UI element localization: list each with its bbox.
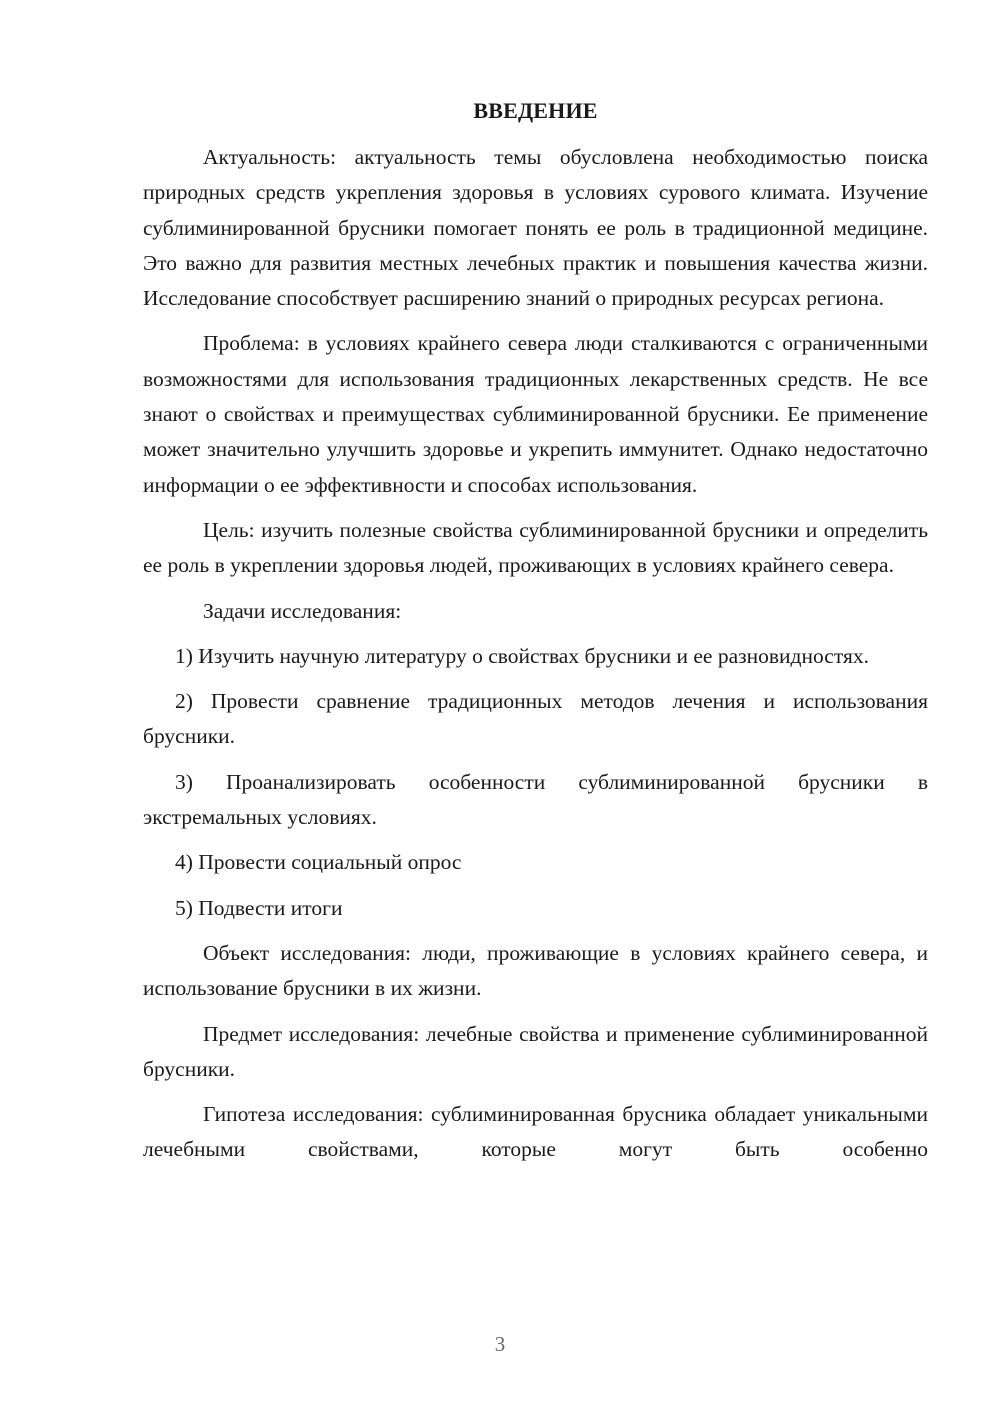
page-number: 3	[494, 1332, 506, 1356]
hypothesis-paragraph: Гипотеза исследования: сублиминированная брусника обладает уникальными лечебными свойствами, которые могут быть особенно	[143, 1102, 928, 1162]
subject-paragraph: Предмет исследования: лечебные свойства и применение сублиминированной брусники.	[143, 1021, 928, 1081]
document-page	[143, 96, 928, 1178]
problem-paragraph: Проблема: в условиях крайнего севера люди сталкиваются с ограниченными возможностями для использования традиционных лекарственных средств. Не все знают о свойствах и преимуществах сублиминированной брусники. Ее применение может значительно улучшить здоровье и укрепить иммунитет. Однако недостаточно информации о ее эффективности и способах использования.	[143, 331, 928, 497]
task-item-3: 3) Проанализировать особенности сублиминированной брусники в экстремальных условиях.	[143, 769, 928, 830]
tasks-heading: Задачи исследования:	[203, 598, 402, 623]
relevance-paragraph: Актуальность: актуальность темы обусловлена необходимостью поиска природных средств укрепления здоровья в условиях сурового климата. Изучение сублиминированной брусники помогает понять ее роль в традиционной медицине. Это важно для развития местных лечебных практик и повышения качества жизни. Исследование способствует расширению знаний о природных ресурсах региона.	[143, 145, 928, 311]
section-title: ВВЕДЕНИЕ	[473, 98, 598, 123]
goal-paragraph: Цель: изучить полезные свойства сублиминированной брусники и определить ее роль в укреплении здоровья людей, проживающих в условиях крайнего севера.	[143, 517, 928, 578]
task-item-2: 2) Провести сравнение традиционных методов лечения и использования брусники.	[143, 689, 928, 749]
object-paragraph: Объект исследования: люди, проживающие в условиях крайнего севера, и использование брусники в их жизни.	[143, 940, 928, 1001]
task-item-1: 1) Изучить научную литературу о свойствах брусники и ее разновидностях.	[175, 643, 869, 668]
task-item-5: 5) Подвести итоги	[175, 895, 343, 920]
task-item-4: 4) Провести социальный опрос	[175, 850, 462, 875]
